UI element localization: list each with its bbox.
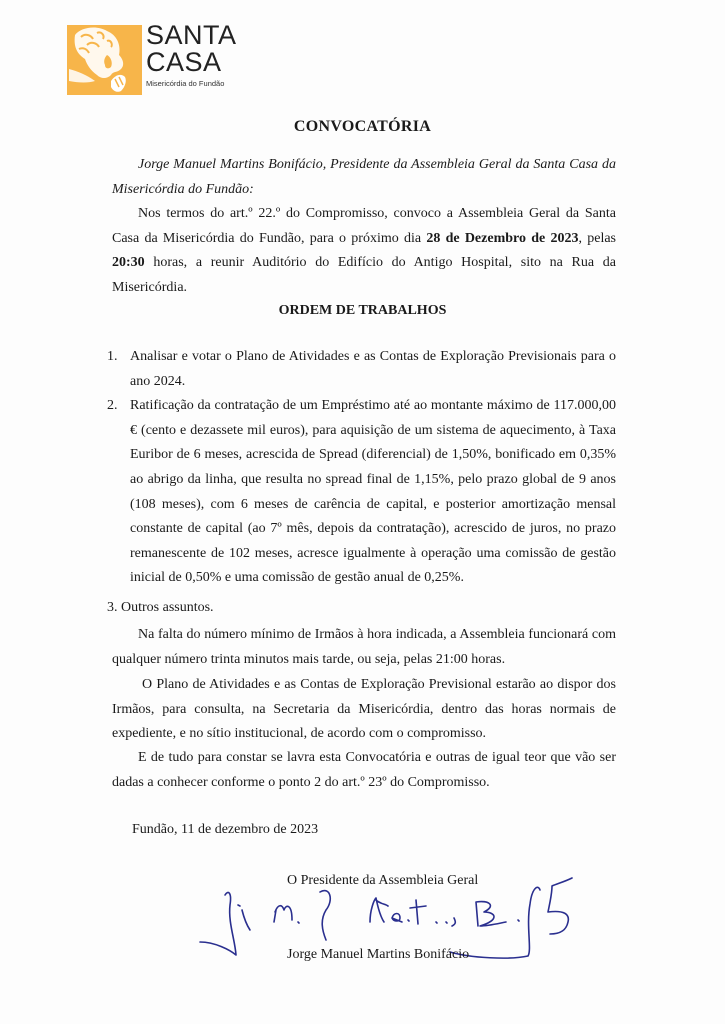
signature-stroke — [408, 920, 409, 921]
documents-availability-paragraph: O Plano de Atividades e as Contas de Exploração Previsional estarão ao dispor dos Irmãos, para consulta, na Secretaria da Misericórdia, dentro das horas normais de expediente, e no sítio institucional, de acordo com o compromisso. — [112, 677, 616, 742]
convocation-text-mid: , pelas — [578, 230, 616, 246]
meeting-time: 20:30 — [112, 255, 145, 271]
signature-stroke — [392, 914, 402, 923]
intro-addresser: Jorge Manuel Martins Bonifácio, Presidente da Assembleia Geral da Santa Casa da Misericórdia do Fundão: — [112, 157, 616, 197]
agenda-item — [107, 394, 616, 591]
agenda-item-text: Ratificação da contratação de um Empréstimo até ao montante máximo de 117.000,00 € (cento e dezassete mil euros), para aquisição de um sistema de aquecimento, à Taxa Euribor de 6 meses, acrescida de Spread (diferencial) de 1,50%, bonificado em 0,35% ao abrigo da linha, que resulta no spread final de 1,15%, pelo prazo global de 9 anos (108 meses), com 6 meses de carência de capital, e posterior amortização mensal constante de capital (ao 7º mês, depois da contratação), acrescido de juros, no prazo remanescente de 102 meses, acresce igualmente à operação uma comissão de gestão inicial de 0,50% e uma comissão de gestão anual de 0,25%. — [130, 398, 616, 586]
document-title: CONVOCATÓRIA — [293, 118, 432, 135]
signature-stroke — [548, 878, 572, 934]
closing-paragraph: E de tudo para constar se lavra esta Convocatória e outras de igual teor que vão ser dadas a conhecer conforme o ponto 2 do art.º 23º do Compromisso. — [112, 750, 616, 790]
logo-line-casa: CASA — [146, 47, 222, 77]
agenda-item-text: Outros assuntos. — [121, 600, 214, 615]
convocation-text-start: Nos termos do art.º 22.º do Compromisso, convoco a Assembleia Geral da Santa Casa da Misericórdia do Fundão, para o próximo dia — [112, 206, 616, 246]
signature-stroke — [298, 922, 299, 923]
signature-stroke — [518, 920, 519, 921]
signature-stroke — [274, 906, 292, 922]
meeting-date: 28 de Dezembro de 2023 — [426, 230, 579, 246]
signatory-name: Jorge Manuel Martins Bonifácio — [287, 947, 470, 962]
convocation-paragraph — [112, 202, 616, 300]
signature-stroke — [410, 900, 426, 924]
agenda-item-number: 1. — [107, 349, 118, 364]
agenda-item-number: 3. — [107, 600, 118, 615]
place-date: Fundão, 11 de dezembro de 2023 — [132, 822, 319, 837]
logo-subtitle: Misericórdia do Fundão — [146, 79, 225, 88]
signatory-role: O Presidente da Assembleia Geral — [287, 873, 479, 888]
agenda-item-3 — [107, 598, 214, 618]
logo-emblem — [67, 25, 142, 95]
logo-wordmark — [146, 22, 237, 89]
agenda-item-number: 2. — [107, 398, 118, 414]
signature-stroke — [200, 892, 236, 955]
agenda-item-text: Analisar e votar o Plano de Atividades e as Contas de Exploração Previsionais para o ano 2024. — [130, 349, 616, 389]
quorum-paragraph: Na falta do número mínimo de Irmãos à hora indicada, a Assembleia funcionará com qualquer número trinta minutos mais tarde, ou seja, pelas 21:00 horas. — [112, 627, 616, 667]
agenda-heading: ORDEM DE TRABALHOS — [278, 303, 447, 318]
agenda-list — [107, 345, 616, 591]
signature-stroke — [320, 891, 330, 940]
signature-stroke — [476, 902, 506, 926]
logo-line-santa: SANTA — [146, 20, 237, 50]
agenda-item — [107, 345, 616, 394]
convocation-text-end: horas, a reunir Auditório do Edifício do Antigo Hospital, sito na Rua da Misericórdia. — [112, 255, 616, 295]
signature-stroke — [370, 898, 388, 922]
signature-stroke — [436, 918, 455, 926]
angel-emblem-icon — [67, 25, 142, 95]
signature-stroke — [238, 905, 250, 930]
